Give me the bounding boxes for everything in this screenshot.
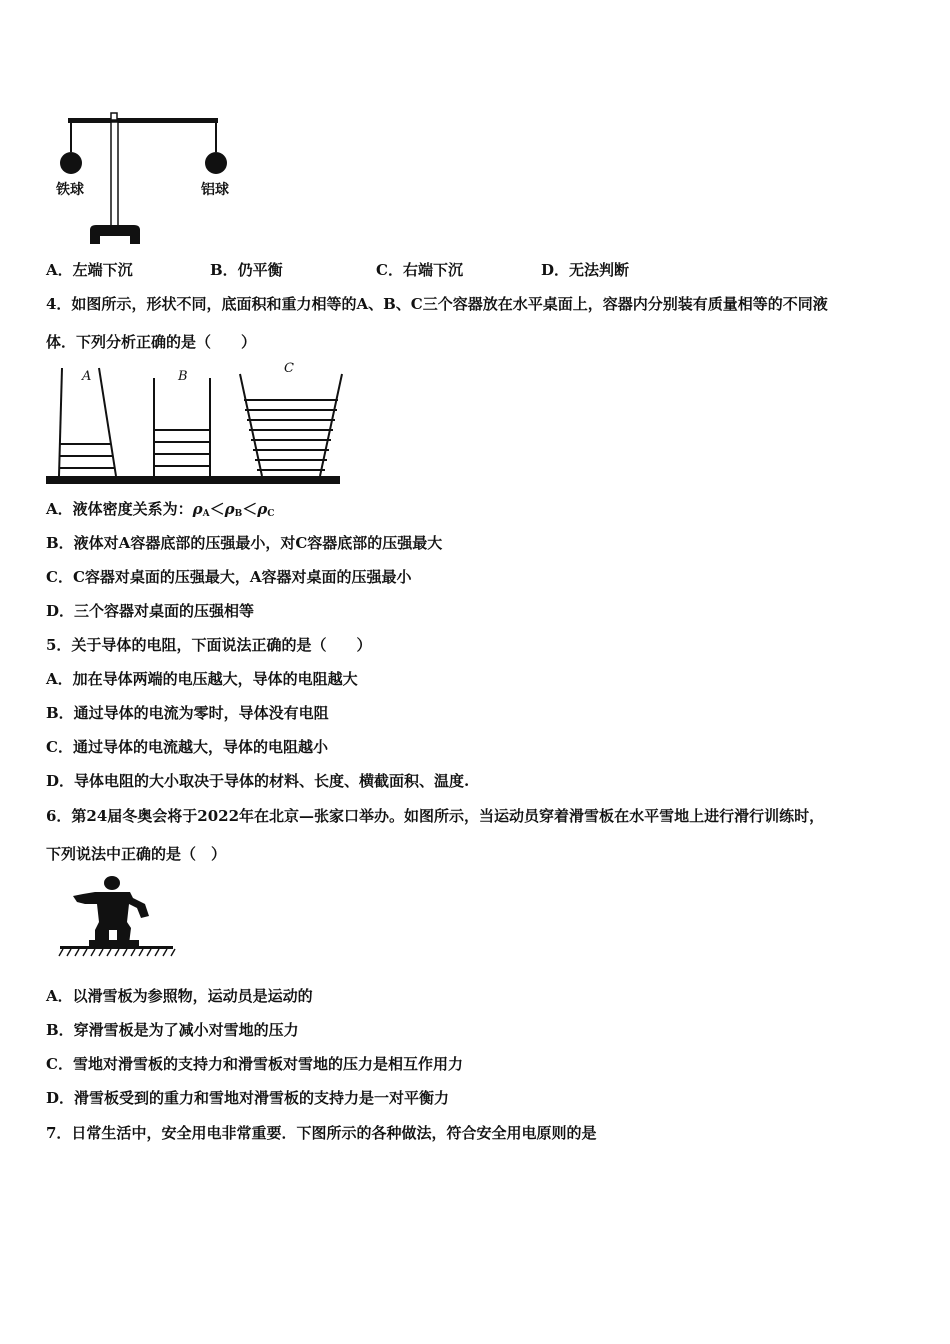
rho-a: ρ <box>192 500 203 518</box>
rho-c-sub: C <box>267 509 275 519</box>
container-b <box>154 378 210 476</box>
q4-option-d: D．三个容器对桌面的压强相等 <box>46 602 255 620</box>
q3-option-a: A．左端下沉 <box>46 261 133 279</box>
less-than-2: ＜ <box>242 500 258 518</box>
balance-figure <box>50 110 260 250</box>
q5-option-d: D．导体电阻的大小取决于导体的材料、长度、横截面积、温度. <box>46 772 470 790</box>
q6-stem-line2: 下列说法中正确的是（ ） <box>46 845 227 863</box>
q4-stem-line2: 体．下列分析正确的是（ ） <box>46 333 257 351</box>
q7-stem: 7．日常生活中，安全用电非常重要．下图所示的各种做法，符合安全用电原则的是 <box>46 1124 597 1142</box>
q5-option-b: B．通过导体的电流为零时，导体没有电阻 <box>46 704 329 722</box>
container-a <box>59 368 116 476</box>
q5-option-a: A．加在导体两端的电压越大，导体的电阻越大 <box>46 670 358 688</box>
stand-pole <box>111 122 118 228</box>
tabletop <box>46 476 340 484</box>
q4-option-c: C．C容器对桌面的压强最大，A容器对桌面的压强最小 <box>46 568 412 586</box>
containers-figure <box>44 360 344 488</box>
rho-a-sub: A <box>202 509 210 519</box>
right-ball-label: 铝球 <box>201 182 229 198</box>
snow-ground-hatch <box>59 949 175 956</box>
iron-ball <box>60 152 82 174</box>
container-c <box>240 374 342 476</box>
lever-beam <box>68 118 218 123</box>
q4-option-b: B．液体对A容器底部的压强最小，对C容器底部的压强最大 <box>46 534 443 552</box>
q5-option-c: C．通过导体的电流越大，导体的电阻越小 <box>46 738 328 756</box>
skier-figure <box>55 874 180 960</box>
q6-option-b: B．穿滑雪板是为了减小对雪地的压力 <box>46 1021 299 1039</box>
q4-option-a-text: A．液体密度关系为： <box>46 500 193 518</box>
rho-b: ρ <box>224 500 235 518</box>
q5-stem: 5．关于导体的电阻，下面说法正确的是（ ） <box>46 636 372 654</box>
container-a-label: A <box>82 369 92 384</box>
container-c-label: C <box>284 361 294 376</box>
left-ball-label: 铁球 <box>56 182 84 198</box>
q6-option-d: D．滑雪板受到的重力和雪地对滑雪板的支持力是一对平衡力 <box>46 1089 450 1107</box>
aluminum-ball <box>205 152 227 174</box>
q4-option-a <box>46 499 274 524</box>
pivot <box>111 113 117 120</box>
q3-option-c: C．右端下沉 <box>376 261 463 279</box>
q6-option-c: C．雪地对滑雪板的支持力和滑雪板对雪地的压力是相互作用力 <box>46 1055 463 1073</box>
q3-option-b: B．仍平衡 <box>210 261 283 279</box>
stand-base <box>90 225 140 244</box>
less-than-1: ＜ <box>209 500 225 518</box>
ski-board <box>60 946 173 949</box>
rho-b-sub: B <box>234 509 243 519</box>
q6-option-a: A．以滑雪板为参照物，运动员是运动的 <box>46 987 313 1005</box>
q6-stem-line1: 6．第24届冬奥会将于2022年在北京—张家口举办。如图所示，当运动员穿着滑雪板在水平雪地上进行滑行训练时， <box>46 807 825 825</box>
skier-silhouette <box>73 876 149 946</box>
container-b-label: B <box>178 369 188 384</box>
rho-c: ρ <box>257 500 268 518</box>
q3-option-d: D．无法判断 <box>541 261 630 279</box>
q4-stem-line1: 4．如图所示，形状不同，底面积和重力相等的A、B、C三个容器放在水平桌面上，容器内分别装有质量相等的不同液 <box>46 295 828 313</box>
